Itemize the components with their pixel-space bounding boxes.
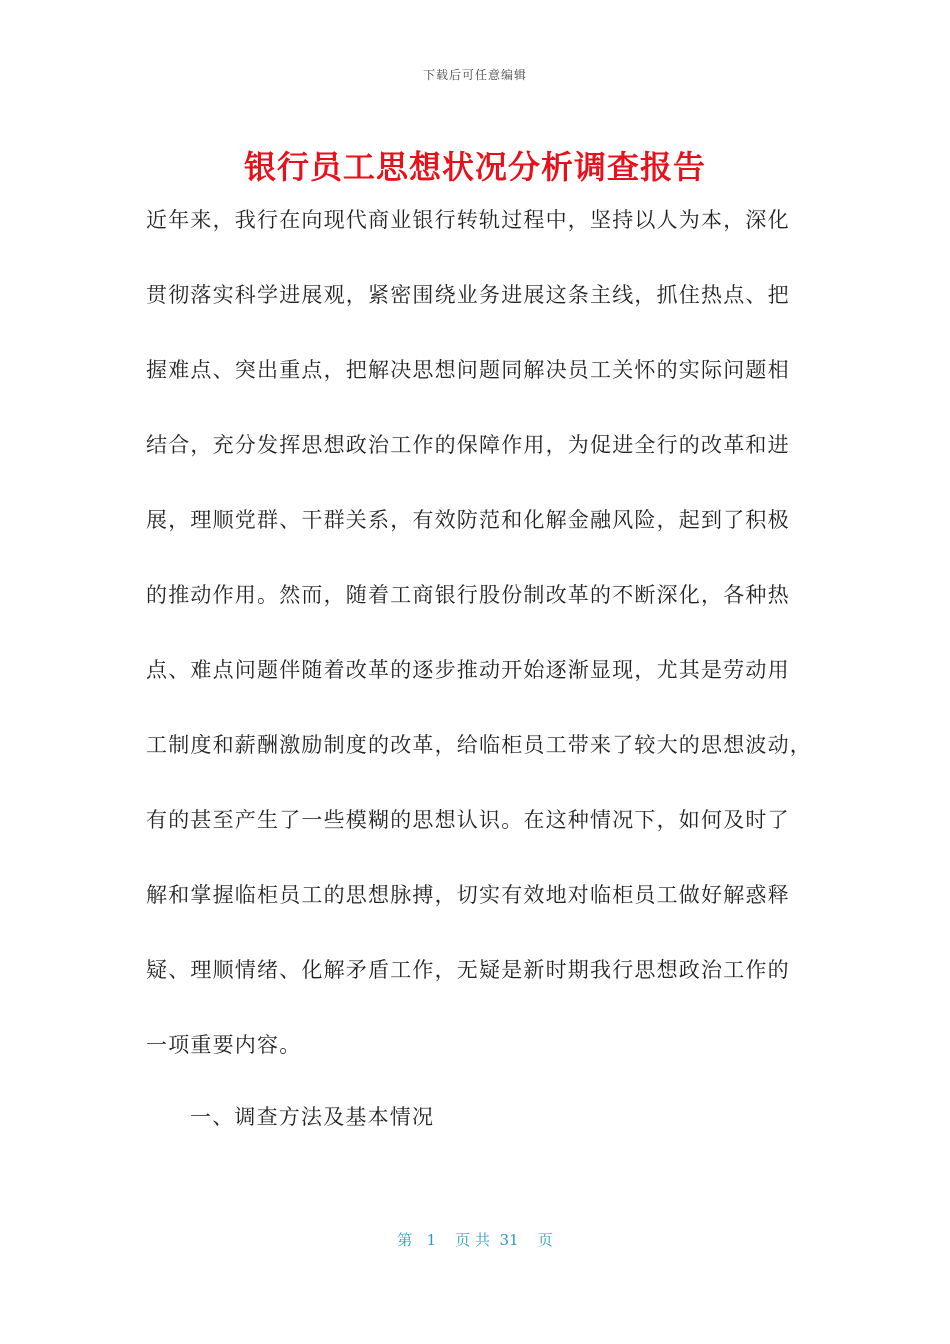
page-header-note: 下载后可任意编辑 bbox=[422, 68, 527, 82]
paragraph-line: 展，理顺党群、干群关系，有效防范和化解金融风险，起到了积极 bbox=[146, 508, 790, 532]
paragraph-line: 工制度和薪酬激励制度的改革，给临柜员工带来了较大的思想波动， bbox=[146, 733, 812, 757]
section-heading: 一、调查方法及基本情况 bbox=[190, 1105, 435, 1129]
paragraph-line: 一项重要内容。 bbox=[146, 1033, 302, 1057]
paragraph-line: 握难点、突出重点，把解决思想问题同解决员工关怀的实际问题相 bbox=[146, 358, 790, 382]
paragraph-line: 结合，充分发挥思想政治工作的保障作用，为促进全行的改革和进 bbox=[146, 433, 790, 457]
paragraph-line: 有的甚至产生了一些模糊的思想认识。在这种情况下，如何及时了 bbox=[146, 808, 790, 832]
paragraph-line: 点、难点问题伴随着改革的逐步推动开始逐渐显现，尤其是劳动用 bbox=[146, 658, 790, 682]
footer-total-pages: 31 bbox=[499, 1231, 519, 1249]
footer-prefix: 第 bbox=[397, 1231, 413, 1249]
document-title: 银行员工思想状况分析调查报告 bbox=[243, 148, 706, 186]
paragraph-line: 近年来，我行在向现代商业银行转轨过程中，坚持以人为本，深化 bbox=[146, 208, 790, 232]
footer-page-number: 1 bbox=[426, 1231, 437, 1249]
footer-middle: 页 共 bbox=[455, 1231, 490, 1249]
paragraph-line: 疑、理顺情绪、化解矛盾工作，无疑是新时期我行思想政治工作的 bbox=[146, 958, 790, 982]
paragraph-line: 的推动作用。然而，随着工商银行股份制改革的不断深化，各种热 bbox=[146, 583, 790, 607]
paragraph-line: 贯彻落实科学进展观，紧密围绕业务进展这条主线，抓住热点、把 bbox=[146, 283, 790, 307]
paragraph-line: 解和掌握临柜员工的思想脉搏，切实有效地对临柜员工做好解惑释 bbox=[146, 883, 790, 907]
page-footer bbox=[0, 1229, 950, 1250]
footer-suffix: 页 bbox=[537, 1231, 553, 1249]
